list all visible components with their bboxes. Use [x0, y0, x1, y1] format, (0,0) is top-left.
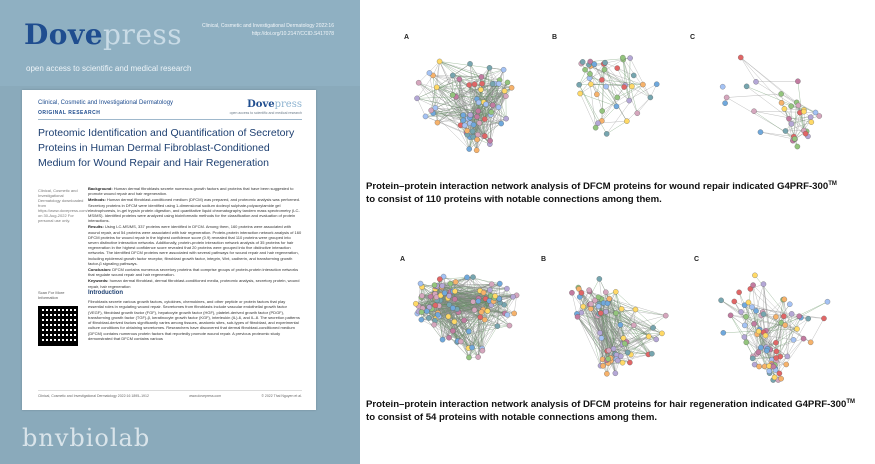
network-node	[504, 116, 509, 121]
network-wound-a	[410, 30, 540, 160]
network-node	[503, 94, 508, 99]
network-node	[792, 136, 797, 141]
network-node	[738, 55, 743, 60]
network-node	[777, 371, 782, 376]
network-node	[419, 309, 424, 314]
network-node	[801, 336, 806, 341]
network-node	[782, 106, 787, 111]
network-node	[582, 67, 587, 72]
network-node	[631, 73, 636, 78]
network-node	[472, 307, 477, 312]
network-node	[461, 113, 466, 118]
network-node	[448, 281, 453, 286]
network-edge	[741, 57, 756, 81]
panel-label-2c: C	[694, 256, 700, 263]
network-node	[781, 314, 786, 319]
network-node	[597, 276, 602, 281]
cover-tagline: open access to scientific and medical research	[26, 64, 192, 73]
network-node	[750, 356, 755, 361]
network-node	[509, 85, 514, 90]
network-node	[435, 312, 440, 317]
network-node	[633, 307, 638, 312]
network-node	[428, 294, 433, 299]
network-node	[622, 84, 627, 89]
network-node	[575, 314, 580, 319]
network-node	[723, 101, 728, 106]
network-node	[490, 103, 495, 108]
network-node	[502, 88, 507, 93]
network-node	[434, 85, 439, 90]
caption-wound-repair: Protein–protein interaction network analysis of DFCM proteins for wound repair indicated G4PRF-300™ to consist of 110 proteins with notable connections among them.	[366, 181, 837, 205]
network-node	[618, 322, 623, 327]
network-node	[737, 290, 742, 295]
network-edge	[598, 87, 624, 123]
network-node	[620, 360, 625, 365]
caption-hair-regeneration: Protein–protein interaction network analysis of DFCM proteins for hair regeneration indicated G4PRF-300™ to consist of 54 proteins with notable connections among them.	[366, 399, 855, 423]
network-node	[728, 313, 733, 318]
network-node	[791, 337, 796, 342]
network-node	[603, 290, 608, 295]
network-node	[467, 146, 472, 151]
network-node	[721, 330, 726, 335]
network-node	[761, 312, 766, 317]
network-node	[794, 326, 799, 331]
page-footer: Clinical, Cosmetic and Investigational Dermatology 2022:16 1895–1912 www.dovepress.com © 2022 Thai Nguyen et al.	[38, 390, 302, 398]
network-node	[467, 61, 472, 66]
network-node	[615, 95, 620, 100]
network-node	[604, 131, 609, 136]
network-edge	[760, 132, 793, 136]
network-node	[482, 317, 487, 322]
network-node	[587, 288, 592, 293]
network-node	[450, 92, 455, 97]
network-node	[627, 360, 632, 365]
network-node	[579, 290, 584, 295]
article-first-page	[22, 90, 316, 410]
network-node	[756, 329, 761, 334]
network-node	[475, 137, 480, 142]
network-node	[758, 345, 763, 350]
network-node	[783, 128, 788, 133]
network-node	[504, 286, 509, 291]
network-node	[577, 82, 582, 87]
network-node	[761, 282, 766, 287]
network-node	[651, 325, 656, 330]
network-node	[773, 314, 778, 319]
network-node	[588, 306, 593, 311]
network-node	[796, 103, 801, 108]
network-node	[628, 55, 633, 60]
network-node	[429, 108, 434, 113]
network-node	[587, 71, 592, 76]
network-node	[458, 339, 463, 344]
network-node	[720, 84, 725, 89]
network-node	[773, 340, 778, 345]
network-node	[764, 348, 769, 353]
network-node	[505, 80, 510, 85]
network-node	[496, 105, 501, 110]
network-node	[462, 318, 467, 323]
network-node	[753, 79, 758, 84]
network-node	[597, 330, 602, 335]
network-node	[795, 144, 800, 149]
network-node	[797, 314, 802, 319]
network-node	[598, 311, 603, 316]
network-edge	[779, 339, 803, 374]
network-node	[419, 317, 424, 322]
introduction-text: Fibroblasts secrete various growth factors, cytokines, chemokines, and other peptide or protein factors that play essential roles in regulating wound repair. Secretomes from fibroblasts include vascular endothelial growth factor (VEGF), fibroblast growth factor (FGF), hepatocyte growth factor (HGF), platelet-derived growth factor (PDGF), transforming growth factor (TGF)-β, keratinocyte growth factor (KGF), interleukin (IL)-6, and IL-8. The secretion patterns of fibroblast-derived factors significantly varies among tissues, anatomic sites, sub-types of fibroblast, and experimental culture conditions for obtaining secretomes. Researchers have discovered that dermal fibroblast-conditioned medium (DFCM) contains numerous protein factors that reportedly promote wound repair. A previous proteomic study demonstrated that DFCM contains various	[88, 299, 300, 342]
page-section-label: ORIGINAL RESEARCH	[38, 110, 101, 116]
network-node	[483, 102, 488, 107]
introduction-heading: Introduction	[88, 290, 123, 296]
network-node	[756, 350, 761, 355]
network-node	[602, 67, 607, 72]
network-node	[611, 346, 616, 351]
network-node	[581, 304, 586, 309]
network-node	[600, 363, 605, 368]
cover-header	[0, 0, 360, 86]
network-node	[476, 354, 481, 359]
network-node	[452, 289, 457, 294]
network-node	[742, 323, 747, 328]
network-node	[580, 59, 585, 64]
network-wound-b	[560, 40, 680, 160]
network-node	[479, 309, 484, 314]
network-node	[625, 350, 630, 355]
network-node	[613, 289, 618, 294]
network-node	[457, 77, 462, 82]
network-node	[440, 337, 445, 342]
network-node	[599, 336, 604, 341]
network-node	[613, 311, 618, 316]
network-node	[476, 299, 481, 304]
network-node	[749, 305, 754, 310]
network-node	[505, 312, 510, 317]
network-node	[482, 117, 487, 122]
network-node	[779, 91, 784, 96]
bnvbiolab-brand: bnvbiolab	[22, 424, 151, 452]
network-node	[466, 355, 471, 360]
network-edge	[637, 97, 650, 113]
abstract-keywords: Keywords: human dermal fibroblast, dermal fibroblast-conditioned media, proteomic analysis, secretory protein, wound repair, hair regeneration	[88, 278, 300, 289]
network-node	[789, 121, 794, 126]
network-node	[416, 80, 421, 85]
network-node	[772, 375, 777, 380]
network-node	[779, 100, 784, 105]
network-node	[806, 316, 811, 321]
qr-label: Scan For More Information	[38, 290, 65, 300]
network-node	[603, 84, 608, 89]
article-abstract	[88, 186, 302, 290]
network-node	[771, 364, 776, 369]
network-node	[654, 82, 659, 87]
network-node	[615, 66, 620, 71]
network-node	[620, 55, 625, 60]
panel-label-1b: B	[552, 34, 558, 41]
network-node	[629, 84, 634, 89]
network-node	[801, 109, 806, 114]
network-node	[640, 82, 645, 87]
abstract-results: Results: Using LC-MS/MS, 337 proteins were identified in DFCM. Among them, 160 proteins were associated with wound repair, and 54 proteins were associated with hair regeneration. Protein-protein interaction network analysis of 160 DFCM proteins for wound repair in the highest confidence score (0.9) revealed that 110 proteins were grouped into seven distinctive interaction networks. Additionally, protein-protein interaction network analysis of 35 proteins for hair regeneration in the highest confidence score revealed that 20 proteins were grouped into five distinctive interaction networks. The identified DFCM proteins were associated with several pathways for wound repair and hair regeneration, including epidermal growth factor receptor, fibroblast growth factor, integrin, Wnt, cadherin, and transforming growth factor-β signaling pathways.	[88, 224, 302, 266]
network-node	[600, 108, 605, 113]
network-node	[724, 95, 729, 100]
network-node	[433, 303, 438, 308]
network-node	[787, 302, 792, 307]
network-node	[470, 274, 475, 279]
network-node	[588, 82, 593, 87]
network-node	[606, 348, 611, 353]
network-node	[821, 316, 826, 321]
network-node	[592, 298, 597, 303]
network-node	[419, 293, 424, 298]
network-edge	[811, 318, 824, 342]
network-node	[501, 67, 506, 72]
network-node	[742, 334, 747, 339]
network-node	[471, 122, 476, 127]
network-node	[569, 290, 574, 295]
network-node	[488, 138, 493, 143]
network-node	[604, 371, 609, 376]
network-node	[803, 131, 808, 136]
network-node	[649, 351, 654, 356]
network-edge	[727, 94, 782, 98]
network-node	[763, 333, 768, 338]
journal-cover	[0, 0, 360, 464]
network-node	[447, 293, 452, 298]
network-node	[619, 306, 624, 311]
network-node	[489, 282, 494, 287]
network-node	[743, 314, 748, 319]
network-edge	[617, 68, 650, 97]
cover-header-meta: Clinical, Cosmetic and Investigational Dermatology 2022:16 http://doi.org/10.2147/CCID.S417078	[201, 23, 334, 37]
network-node	[602, 60, 607, 65]
network-node	[592, 62, 597, 67]
network-node	[446, 335, 451, 340]
network-node	[614, 104, 619, 109]
network-node	[470, 129, 475, 134]
network-node	[817, 113, 822, 118]
panel-label-2b: B	[541, 256, 547, 263]
network-node	[495, 324, 500, 329]
network-hair-c	[700, 254, 840, 384]
network-node	[481, 290, 486, 295]
network-node	[786, 116, 791, 121]
network-node	[496, 81, 501, 86]
network-node	[512, 311, 517, 316]
network-node	[485, 308, 490, 313]
network-node	[746, 300, 751, 305]
page-dovepress-logo: Dovepress	[247, 99, 302, 110]
network-node	[442, 290, 447, 295]
network-node	[774, 349, 779, 354]
qr-code[interactable]	[38, 306, 78, 346]
page-journal-name: Clinical, Cosmetic and Investigational Dermatology	[38, 100, 174, 106]
network-node	[622, 341, 627, 346]
network-node	[594, 92, 599, 97]
network-node	[467, 82, 472, 87]
network-edge	[635, 310, 665, 316]
network-node	[774, 355, 779, 360]
network-node	[635, 111, 640, 116]
network-node	[432, 322, 437, 327]
network-node	[482, 133, 487, 138]
network-node	[595, 121, 600, 126]
network-edge	[747, 86, 804, 110]
network-node	[753, 308, 758, 313]
network-node	[605, 301, 610, 306]
network-node	[808, 115, 813, 120]
network-node	[631, 323, 636, 328]
network-node	[476, 108, 481, 113]
network-node	[782, 297, 787, 302]
abstract-methods: Methods: Human dermal fibroblast-conditioned medium (DFCM) was prepared, and proteomic analysis was performed. Secretory proteins in DFCM were identified using 1-dimensional sodium dodecyl sulphate-polyacrylamide gel electrophoresis, in-gel trypsin protein digestion, and quantitative liquid chromatography tandem mass spectrometry (LC-MS/MS). Identified proteins were analyzed using bioinformatic methods for the classification and evaluation of protein interactions.	[88, 197, 301, 224]
network-node	[789, 311, 794, 316]
network-node	[472, 82, 477, 87]
network-node	[751, 283, 756, 288]
dovepress-logo: Dovepress	[24, 18, 183, 51]
network-node	[659, 331, 664, 336]
network-node	[578, 91, 583, 96]
network-node	[474, 148, 479, 153]
network-node	[440, 283, 445, 288]
network-node	[497, 281, 502, 286]
panel-label-1c: C	[690, 34, 696, 41]
network-node	[752, 273, 757, 278]
network-node	[779, 376, 784, 381]
abstract-conclusion: Conclusion: DFCM contains numerous secretory proteins that comprise groups of protein-protein interaction networks that regulate wound repair and hair regeneration.	[88, 267, 299, 278]
network-node	[599, 77, 604, 82]
panel-label-1a: A	[404, 34, 410, 41]
network-node	[471, 299, 476, 304]
network-node	[474, 114, 479, 119]
network-node	[627, 98, 632, 103]
network-node	[423, 114, 428, 119]
network-node	[738, 309, 743, 314]
network-node	[789, 104, 794, 109]
network-node	[767, 369, 772, 374]
network-node	[462, 123, 467, 128]
network-node	[654, 337, 659, 342]
network-node	[480, 348, 485, 353]
network-node	[499, 121, 504, 126]
network-node	[603, 309, 608, 314]
network-node	[479, 74, 484, 79]
network-node	[487, 287, 492, 292]
network-node	[718, 298, 723, 303]
network-node	[751, 109, 756, 114]
network-node	[808, 340, 813, 345]
network-hair-b	[550, 258, 680, 380]
network-node	[475, 132, 480, 137]
page-download-note: Clinical, Cosmetic and Investigational Dermatology downloaded from https://www.dovepress.com/ on 30-Aug-2022 For personal use only.	[38, 188, 88, 223]
network-hair-a	[402, 256, 538, 380]
network-node	[477, 120, 482, 125]
network-node	[607, 296, 612, 301]
network-node	[784, 362, 789, 367]
page-divider	[38, 119, 302, 120]
network-node	[466, 329, 471, 334]
network-node	[414, 96, 419, 101]
network-node	[478, 87, 483, 92]
network-node	[744, 84, 749, 89]
network-node	[758, 130, 763, 135]
network-node	[507, 323, 512, 328]
network-node	[432, 283, 437, 288]
network-node	[427, 70, 432, 75]
network-node	[435, 120, 440, 125]
network-node	[476, 100, 481, 105]
network-node	[593, 125, 598, 130]
network-node	[493, 293, 498, 298]
network-node	[413, 301, 418, 306]
network-node	[489, 109, 494, 114]
network-node	[825, 299, 830, 304]
network-node	[618, 354, 623, 359]
network-node	[426, 315, 431, 320]
network-node	[646, 334, 651, 339]
network-wound-c	[700, 32, 830, 160]
network-node	[450, 328, 455, 333]
network-node	[437, 277, 442, 282]
abstract-background: Background: Human dermal fibroblasts secrete numerous growth factors and proteins that have been suggested to promote wound repair and hair regeneration.	[88, 186, 294, 197]
network-node	[732, 299, 737, 304]
network-edge	[607, 121, 627, 134]
network-node	[785, 354, 790, 359]
network-node	[615, 358, 620, 363]
network-node	[453, 279, 458, 284]
network-node	[511, 294, 516, 299]
network-node	[450, 305, 455, 310]
network-node	[744, 340, 749, 345]
network-node	[487, 65, 492, 70]
network-node	[809, 120, 814, 125]
network-node	[464, 275, 469, 280]
network-node	[624, 119, 629, 124]
network-node	[751, 321, 756, 326]
network-node	[450, 73, 455, 78]
article-title: Proteomic Identification and Quantification of Secretory Proteins in Human Dermal Fibroblast-Conditioned Medium for Wound Repair and Hair Regeneration	[38, 127, 295, 169]
network-node	[613, 371, 618, 376]
network-node	[795, 79, 800, 84]
network-node	[783, 323, 788, 328]
network-node	[418, 281, 423, 286]
network-node	[478, 315, 483, 320]
network-edge	[607, 85, 643, 134]
network-node	[606, 356, 611, 361]
network-node	[452, 297, 457, 302]
network-node	[469, 345, 474, 350]
network-node	[452, 319, 457, 324]
network-node	[468, 112, 473, 117]
network-edge	[604, 70, 631, 87]
network-node	[490, 81, 495, 86]
network-node	[648, 95, 653, 100]
panel-label-2a: A	[400, 256, 406, 263]
network-node	[596, 304, 601, 309]
network-node	[663, 313, 668, 318]
network-node	[437, 59, 442, 64]
network-node	[446, 314, 451, 319]
network-edge	[417, 98, 425, 116]
page-logo-subtitle: open access to scientific and medical research	[229, 111, 302, 115]
network-node	[465, 128, 470, 133]
network-node	[461, 118, 466, 123]
network-node	[480, 81, 485, 86]
network-node	[756, 364, 761, 369]
